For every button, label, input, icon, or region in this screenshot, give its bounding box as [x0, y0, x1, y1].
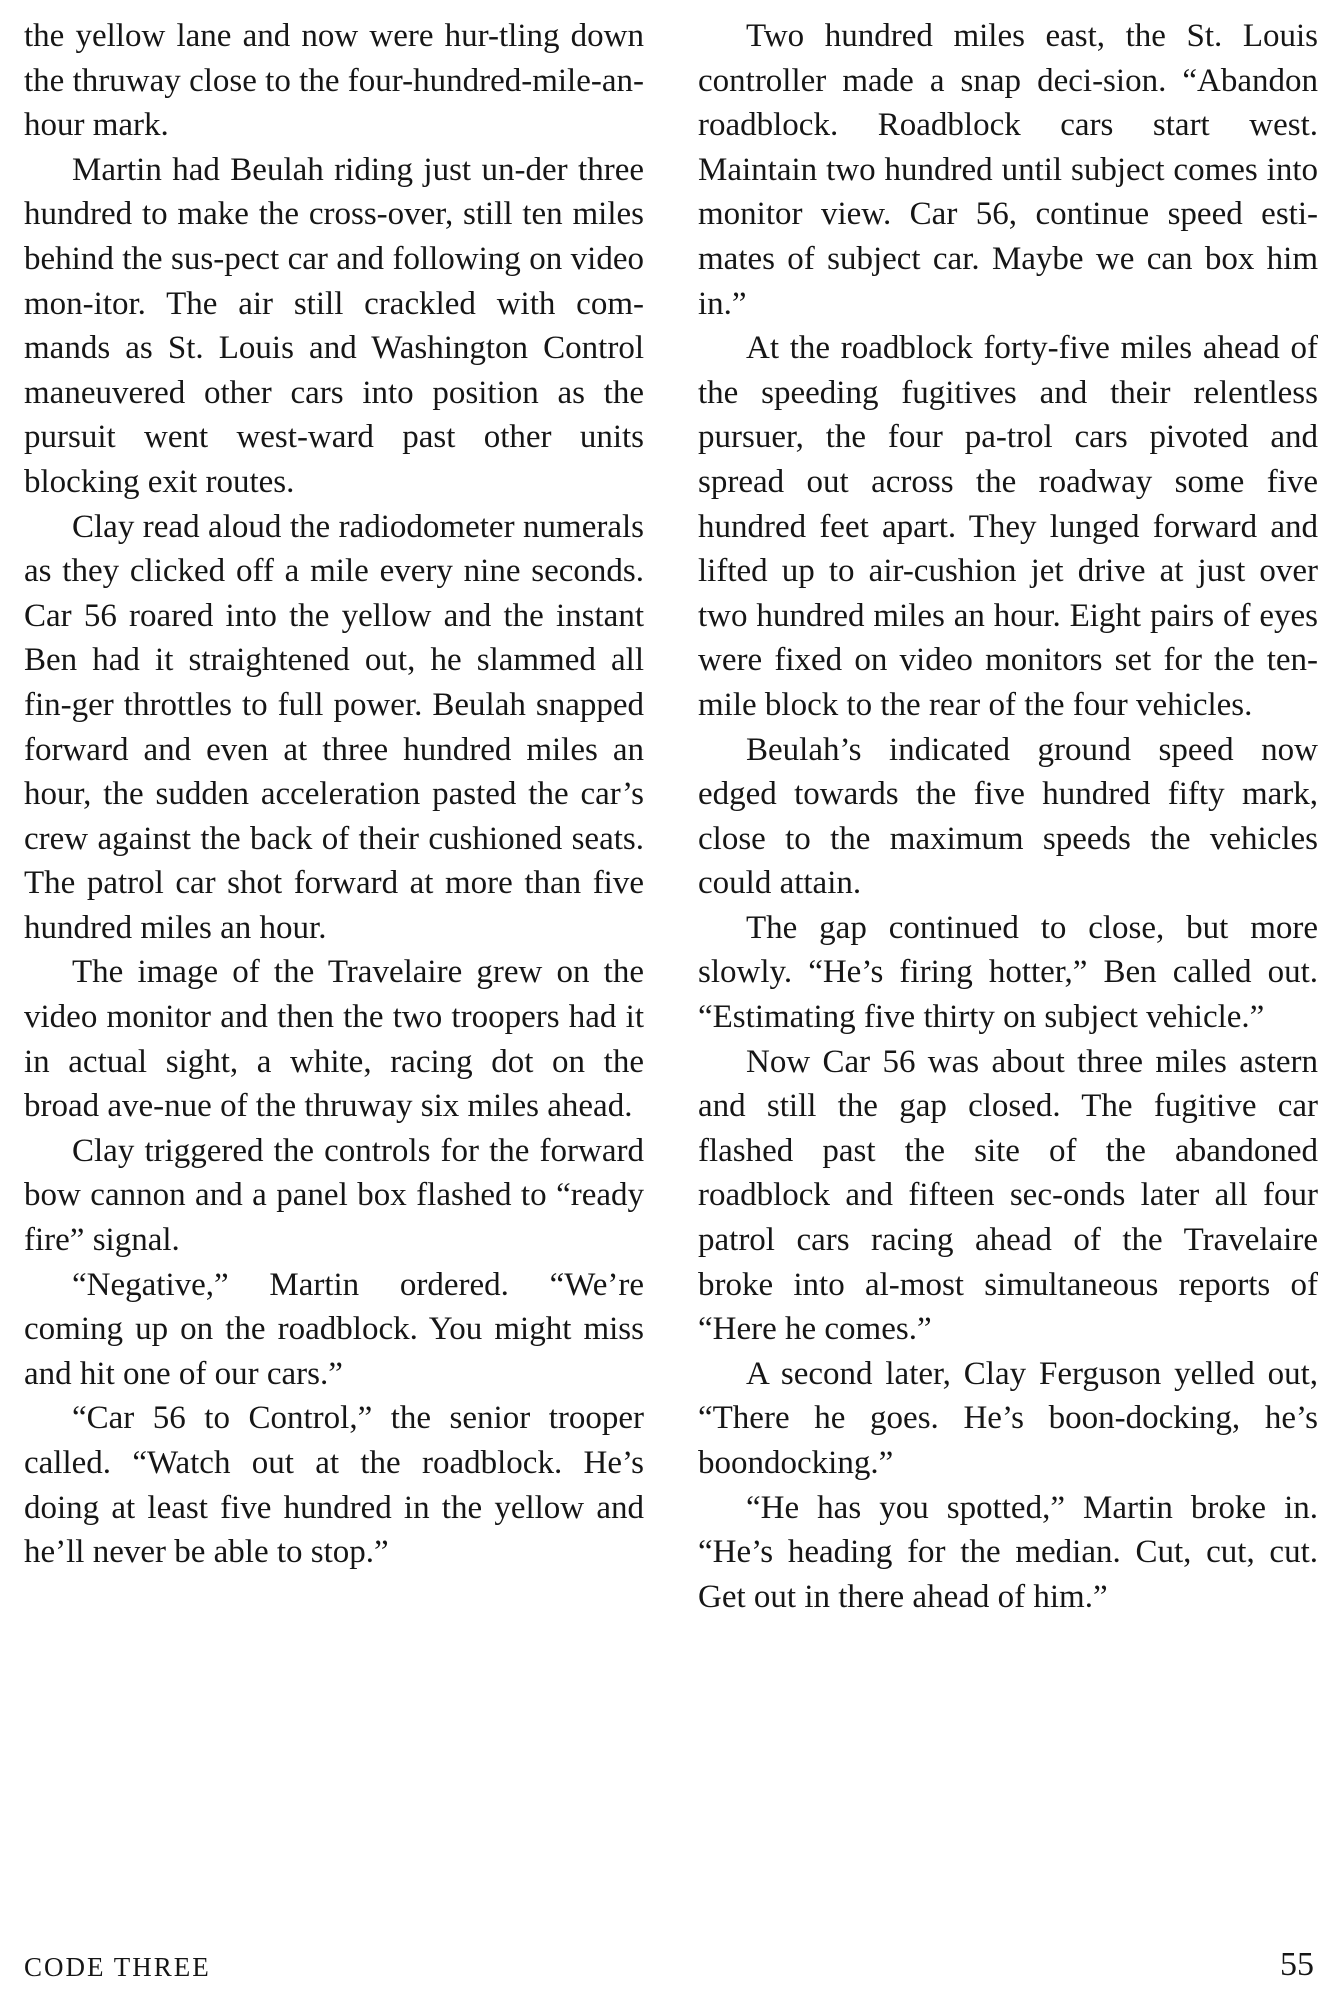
paragraph: Clay read aloud the radiodometer numerals as they clicked off a mile every nine seconds. Car 56 roared into the yellow and the instant Ben had it straightened out, he slammed all fin-ger throttles to full power. Beulah snapped forward and even at three hundred miles an hour, the sudden acceleration pasted the car’s crew against the back of their cushioned seats. The patrol car shot forward at more than five hundred miles an hour.: [24, 508, 644, 946]
paragraph: Martin had Beulah riding just un-der three hundred to make the cross-over, still ten miles behind the sus-pect car and following on video mon-itor. The air still crackled with com-mands as St. Louis and Washington Control maneuvered other cars into position as the pursuit went west-ward past other units blocking exit routes.: [24, 151, 644, 500]
paragraph: Two hundred miles east, the St. Louis controller made a snap deci-sion. “Abandon roadblock. Roadblock cars start west. Maintain two hundred until subject comes into monitor view. Car 56, continue speed esti-mates of subject car. Maybe we can box him in.”: [698, 18, 1318, 322]
paragraph: The gap continued to close, but more slowly. “He’s firing hotter,” Ben called out. “Estimating five thirty on subject vehicle.”: [698, 909, 1318, 1036]
paragraph: The image of the Travelaire grew on the video monitor and then the two troopers had it in actual sight, a white, racing dot on the broad ave-nue of the thruway six miles ahead.: [24, 954, 644, 1125]
paragraph: Beulah’s indicated ground speed now edged towards the five hundred fifty mark, close to the maximum speeds the vehicles could attain.: [698, 731, 1318, 902]
page-number: 55: [1280, 1946, 1314, 1983]
left-column: [24, 14, 644, 1575]
paragraph: the yellow lane and now were hur-tling down the thruway close to the four-hundred-mile-an-hour mark.: [24, 18, 644, 144]
paragraph: A second later, Clay Ferguson yelled out, “There he goes. He’s boon-docking, he’s boondocking.”: [698, 1355, 1318, 1481]
running-title: CODE THREE: [24, 1952, 211, 1982]
paragraph: “Negative,” Martin ordered. “We’re coming up on the roadblock. You might miss and hit one of our cars.”: [24, 1266, 644, 1392]
paragraph: Clay triggered the controls for the forward bow cannon and a panel box flashed to “ready fire” signal.: [24, 1132, 644, 1259]
paragraph: “Car 56 to Control,” the senior trooper called. “Watch out at the roadblock. He’s doing at least five hundred in the yellow and he’ll never be able to stop.”: [24, 1400, 644, 1571]
paragraph: At the roadblock forty-five miles ahead of the speeding fugitives and their relentless pursuer, the four pa-trol cars pivoted and spread out across the roadway some five hundred feet apart. They lunged forward and lifted up to air-cushion jet drive at just over two hundred miles an hour. Eight pairs of eyes were fixed on video monitors set for the ten-mile block to the rear of the four vehicles.: [698, 330, 1318, 723]
paragraph: Now Car 56 was about three miles astern and still the gap closed. The fugitive car flashed past the site of the abandoned roadblock and fifteen sec-onds later all four patrol cars racing ahead of the Travelaire broke into al-most simultaneous reports of “Here he comes.”: [698, 1043, 1318, 1348]
paragraph: “He has you spotted,” Martin broke in. “He’s heading for the median. Cut, cut, cut. Get out in there ahead of him.”: [698, 1489, 1318, 1615]
right-column: [698, 14, 1318, 1619]
